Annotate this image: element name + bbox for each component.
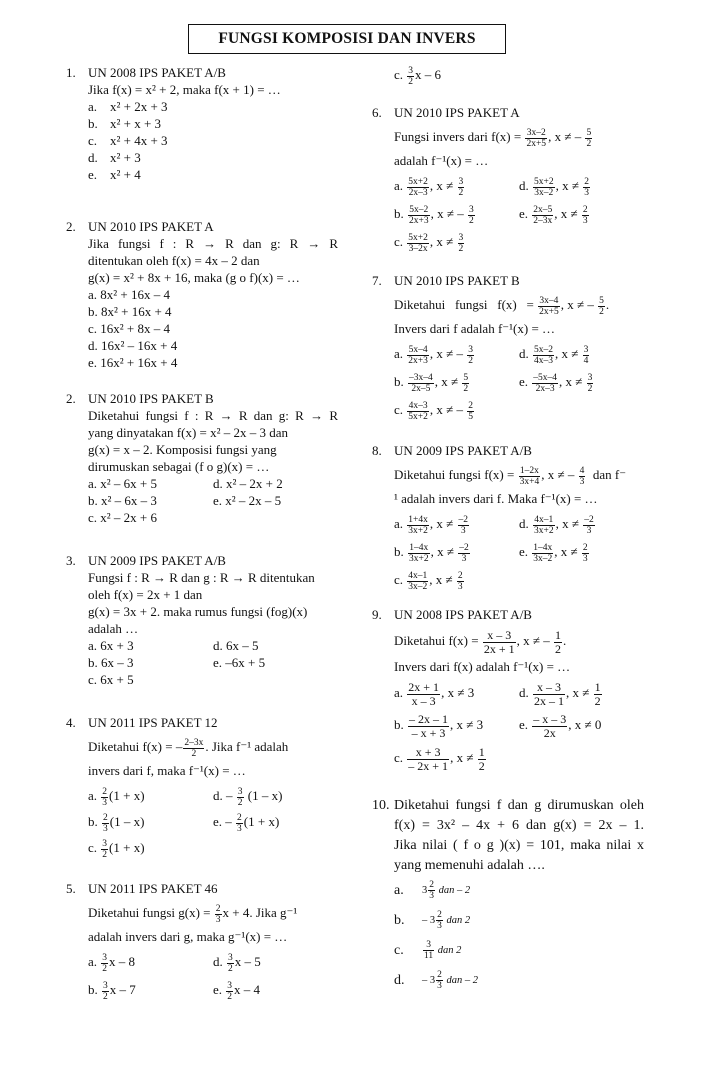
option-c[interactable]: c. $\frac{3}{11}$ dan 2 bbox=[394, 940, 462, 962]
option-c[interactable]: c. x² + 4x + 3 bbox=[88, 133, 168, 148]
option-a[interactable]: a. $\frac{2x + 1}{x - 3}$ , x ≠ 3 bbox=[394, 679, 475, 708]
option-a[interactable]: a. $\frac{5x-4}{2x+3}$ , x ≠ – $\frac{3}{2}$ bbox=[394, 344, 474, 366]
option-b[interactable]: b. $\frac{1-4x}{3x+2}$ , x ≠ $\frac{-2}{3}$ bbox=[394, 542, 469, 564]
option-b[interactable]: b. $\frac{- 2x - 1}{- x + 3}$ , x ≠ 3 bbox=[394, 711, 484, 740]
option-b[interactable]: b. $\frac{5x-2}{2x+3}$ , x ≠ – $\frac{3}{2}$ bbox=[394, 204, 474, 226]
option-d[interactable]: d. 6x – 5 bbox=[213, 638, 259, 653]
question-stem: Fungsi invers dari f(x) = $\frac{3x-2}{2x+5}$ , x ≠ – $\frac{5}{2}$ bbox=[394, 127, 592, 149]
option-c[interactable]: c. $\frac{5x+2}{3-2x}$ , x ≠ $\frac{3}{2}$ bbox=[394, 232, 464, 254]
option-d[interactable]: d. $\frac{5x-2}{4x-3}$ , x ≠ $\frac{3}{4}$ bbox=[519, 344, 589, 366]
question-source: UN 2008 IPS PAKET A/B bbox=[394, 607, 532, 622]
question-stem: Diketahui fungsi g(x) = $\frac{2}{3}$ x + 4. Jika g⁻¹ bbox=[88, 903, 298, 925]
option-c[interactable]: c. $\frac{x + 3}{- 2x + 1}$ , x ≠ $\frac{1}{2}$ bbox=[394, 744, 485, 773]
option-b[interactable]: b. x² + x + 3 bbox=[88, 116, 162, 131]
question-source: UN 2008 IPS PAKET A/B bbox=[88, 65, 226, 80]
option-c-continued[interactable]: c. $\frac{3}{2}$ x – 6 bbox=[394, 65, 442, 87]
question-2: 2. UN 2010 IPS PAKET A Jika fungsi f : R → R dan g: R → R ditentukan oleh f(x) = 4x – 2 dan g(x) = x² + 8x + 16, maka (g o f)(x) = … a. 8x² + 16x – 4 b. 8x² + 16x + 4 c. 16x² + 8x – 4 d. 16x² – 16x + 4 e. 16x² + 16x + 4 bbox=[66, 219, 338, 370]
option-a[interactable]: a. 3 $\frac{2}{3}$ dan – 2 bbox=[394, 880, 471, 902]
option-e[interactable]: e. $\frac{3}{2}$ x – 4 bbox=[213, 980, 261, 1002]
option-d[interactable]: d. $\frac{4x-1}{3x+2}$ , x ≠ $\frac{-2}{3}$ bbox=[519, 514, 594, 536]
question-stem: Jika f(x) = x² + 2, maka f(x + 1) = … bbox=[88, 82, 281, 97]
option-a[interactable]: a. x² + 2x + 3 bbox=[88, 99, 168, 114]
question-stem: Diketahui fungsi f(x) = $\frac{3x-4}{2x+5}$ , x ≠ – $\frac{5}{2}$ . bbox=[394, 295, 610, 317]
option-c[interactable]: c. $\frac{4x-1}{3x-2}$ , x ≠ $\frac{2}{3}$ bbox=[394, 570, 463, 592]
question-stem: Diketahui f(x) = $\frac{x - 3}{2x + 1}$ , x ≠ – $\frac{1}{2}$ . bbox=[394, 627, 567, 656]
question-9: 8. UN 2009 IPS PAKET A/B Diketahui fungsi f(x) = $\frac{1-2x}{3x+4}$ , x ≠ – $\frac{4}{3}$ dan f⁻ ¹ adalah invers dari f. Maka f⁻¹(x) = … a. $\frac{1+4x}{3x+2}$ , x ≠ $\frac{-2}{3}$ d. $\frac{4x-1}{3x+2}$ , x ≠ $\frac{-2}{3}$ b. $\frac{1-4x}{3x+2}$ , x ≠ $\frac{-2}{3}$ e. $\frac{1-4x}{3x-2}$ , x ≠ $\frac{2}{3}$ c. $\frac{4x-1}{3x-2}$ , x ≠ $\frac{2}{3}$ bbox=[372, 442, 644, 606]
option-a[interactable]: a. 6x + 3 bbox=[88, 638, 134, 653]
question-source: UN 2010 IPS PAKET B bbox=[394, 273, 520, 288]
option-e[interactable]: e. – $\frac{2}{3}$ (1 + x) bbox=[213, 812, 280, 834]
question-1 bbox=[66, 64, 338, 218]
option-c[interactable]: c. x² – 2x + 6 bbox=[88, 510, 157, 525]
question-number: 1. bbox=[66, 65, 76, 80]
option-b[interactable]: b. $\frac{2}{3}$ (1 – x) bbox=[88, 812, 145, 834]
question-8: 7. UN 2010 IPS PAKET B Diketahui fungsi f(x) = $\frac{3x-4}{2x+5}$ , x ≠ – $\frac{5}{2}$ . Invers dari f adalah f⁻¹(x) = … a. $\frac{5x-4}{2x+3}$ , x ≠ – $\frac{3}{2}$ d. $\frac{5x-2}{4x-3}$ , x ≠ $\frac{3}{4}$ b. $\frac{-3x-4}{2x-5}$ , x ≠ $\frac{5}{2}$ e. $\frac{-5x-4}{2x-3}$ , x ≠ $\frac{3}{2}$ c. $\frac{4x-3}{5x+2}$ , x ≠ – $\frac{2}{5}$ bbox=[372, 272, 644, 442]
page-title: FUNGSI KOMPOSISI DAN INVERS bbox=[188, 24, 506, 54]
question-source: UN 2011 IPS PAKET 12 bbox=[88, 715, 218, 730]
option-d[interactable]: d. $\frac{x - 3}{2x - 1}$ , x ≠ $\frac{1}{2}$ bbox=[519, 679, 601, 708]
option-e[interactable]: e. x² – 2x – 5 bbox=[213, 493, 282, 508]
question-source: UN 2011 IPS PAKET 46 bbox=[88, 881, 218, 896]
question-7: 6. UN 2010 IPS PAKET A Fungsi invers dari f(x) = $\frac{3x-2}{2x+5}$ , x ≠ – $\frac{5}{2}$ adalah f⁻¹(x) = … a. $\frac{5x+2}{2x-3}$ , x ≠ $\frac{3}{2}$ d. $\frac{5x+2}{3x-2}$ , x ≠ $\frac{2}{3}$ b. $\frac{5x-2}{2x+3}$ , x ≠ – $\frac{3}{2}$ e. $\frac{2x-5}{2-3x}$ , x ≠ $\frac{2}{3}$ c. $\frac{5x+2}{3-2x}$ , x ≠ $\frac{3}{2}$ bbox=[372, 104, 644, 272]
option-a[interactable]: a. x² – 6x + 5 bbox=[88, 476, 157, 491]
option-a[interactable]: a. $\frac{2}{3}$ (1 + x) bbox=[88, 786, 145, 808]
question-10: 9. UN 2008 IPS PAKET A/B Diketahui f(x) = $\frac{x - 3}{2x + 1}$ , x ≠ – $\frac{1}{2}$ . Invers dari f(x) adalah f⁻¹(x) = … a. $\frac{2x + 1}{x - 3}$ , x ≠ 3 d. $\frac{x - 3}{2x - 1}$ , x ≠ $\frac{1}{2}$ b. $\frac{- 2x - 1}{- x + 3}$ , x ≠ 3 e. $\frac{- x - 3}{2x}$ , x ≠ 0 c. $\frac{x + 3}{- 2x + 1}$ , x ≠ $\frac{1}{2}$ bbox=[372, 606, 644, 796]
option-b[interactable]: b. x² – 6x – 3 bbox=[88, 493, 157, 508]
option-a[interactable]: a. $\frac{1+4x}{3x+2}$ , x ≠ $\frac{-2}{3}$ bbox=[394, 514, 469, 536]
option-b[interactable]: b. $\frac{-3x-4}{2x-5}$ , x ≠ $\frac{5}{2}$ bbox=[394, 372, 469, 394]
option-c[interactable]: c. 16x² + 8x – 4 bbox=[88, 321, 170, 336]
question-stem: Diketahui f(x) = – $\frac{2-3x}{2}$ . Jika f⁻¹ adalah bbox=[88, 737, 289, 759]
right-column bbox=[372, 64, 644, 996]
option-e[interactable]: e. x² + 4 bbox=[88, 167, 141, 182]
option-d[interactable]: d. 16x² – 16x + 4 bbox=[88, 338, 178, 353]
option-b[interactable]: b. 6x – 3 bbox=[88, 655, 134, 670]
option-b[interactable]: b. 8x² + 16x + 4 bbox=[88, 304, 172, 319]
option-d[interactable]: d. – 3 $\frac{2}{3}$ dan – 2 bbox=[394, 970, 478, 992]
question-source: UN 2009 IPS PAKET A/B bbox=[88, 553, 226, 568]
option-b[interactable]: b. $\frac{3}{2}$ x – 7 bbox=[88, 980, 136, 1002]
question-source: UN 2009 IPS PAKET A/B bbox=[394, 443, 532, 458]
question-source: UN 2010 IPS PAKET A bbox=[88, 219, 214, 234]
option-a[interactable]: a. $\frac{5x+2}{2x-3}$ , x ≠ $\frac{3}{2}$ bbox=[394, 176, 464, 198]
option-a[interactable]: a. $\frac{3}{2}$ x – 8 bbox=[88, 952, 136, 974]
question-source: UN 2010 IPS PAKET A bbox=[394, 105, 520, 120]
option-d[interactable]: d. x² – 2x + 2 bbox=[213, 476, 283, 491]
option-e[interactable]: e. $\frac{1-4x}{3x-2}$ , x ≠ $\frac{2}{3}$ bbox=[519, 542, 588, 564]
question-6: 5. UN 2011 IPS PAKET 46 Diketahui fungsi g(x) = $\frac{2}{3}$ x + 4. Jika g⁻¹ adalah invers dari g, maka g⁻¹(x) = … a. $\frac{3}{2}$ x – 8 d. $\frac{3}{2}$ x – 5 b. $\frac{3}{2}$ x – 7 e. $\frac{3}{2}$ x – 4 bbox=[66, 880, 338, 1005]
option-d[interactable]: d. $\frac{3}{2}$ x – 5 bbox=[213, 952, 261, 974]
option-d[interactable]: d. $\frac{5x+2}{3x-2}$ , x ≠ $\frac{2}{3}$ bbox=[519, 176, 589, 198]
option-e[interactable]: e. 16x² + 16x + 4 bbox=[88, 355, 178, 370]
left-column bbox=[66, 64, 338, 1005]
question-4: 3. UN 2009 IPS PAKET A/B Fungsi f : R → R dan g : R → R ditentukan oleh f(x) = 2x + 1 dan g(x) = 3x + 2. maka rumus fungsi (fog)(x) adalah … a. 6x + 3 d. 6x – 5 b. 6x – 3 e. –6x + 5 c. 6x + 5 bbox=[66, 552, 338, 714]
option-c[interactable]: c. 6x + 5 bbox=[88, 672, 134, 687]
option-b[interactable]: b. – 3 $\frac{2}{3}$ dan 2 bbox=[394, 910, 471, 932]
question-11: 10. Diketahui fungsi f dan g dirumuskan oleh f(x) = 3x² – 4x + 6 dan g(x) = 2x – 1. Jika nilai ( f o g )(x) = 101, maka nilai x yang memenuhi adalah …. a. 3 $\frac{2}{3}$ dan – 2 b. – 3 $\frac{2}{3}$ dan 2 c. $\frac{3}{11}$ dan 2 d. – 3 $\frac{2}{3}$ dan – 2 bbox=[372, 796, 644, 996]
option-c[interactable]: c. $\frac{4x-3}{5x+2}$ , x ≠ – $\frac{2}{5}$ bbox=[394, 400, 474, 422]
option-e[interactable]: e. $\frac{- x - 3}{2x}$ , x ≠ 0 bbox=[519, 711, 602, 740]
option-c[interactable]: c. $\frac{3}{2}$ (1 + x) bbox=[88, 838, 145, 860]
option-d[interactable]: d. – $\frac{3}{2}$ (1 – x) bbox=[213, 786, 283, 808]
question-stem: Diketahui fungsi f(x) = $\frac{1-2x}{3x+4}$ , x ≠ – $\frac{4}{3}$ dan f⁻ bbox=[394, 465, 627, 487]
question-source: UN 2010 IPS PAKET B bbox=[88, 391, 214, 406]
option-a[interactable]: a. 8x² + 16x – 4 bbox=[88, 287, 170, 302]
option-e[interactable]: e. $\frac{2x-5}{2-3x}$ , x ≠ $\frac{2}{3}$ bbox=[519, 204, 588, 226]
option-e[interactable]: e. –6x + 5 bbox=[213, 655, 266, 670]
question-3: 2. UN 2010 IPS PAKET B Diketahui fungsi f : R → R dan g: R → R yang dinyatakan f(x) = x² – 2x – 3 dan g(x) = x – 2. Komposisi fungsi yang dirumuskan sebagai (f o g)(x) = … a. x² – 6x + 5 d. x² – 2x + 2 b. x² – 6x – 3 e. x² – 2x – 5 c. x² – 2x + 6 bbox=[66, 391, 338, 525]
option-d[interactable]: d. x² + 3 bbox=[88, 150, 141, 165]
question-5: 4. UN 2011 IPS PAKET 12 Diketahui f(x) = – $\frac{2-3x}{2}$ . Jika f⁻¹ adalah invers dari f, maka f⁻¹(x) = … a. $\frac{2}{3}$ (1 + x) d. – $\frac{3}{2}$ (1 – x) b. $\frac{2}{3}$ (1 – x) e. – $\frac{2}{3}$ (1 + x) c. $\frac{3}{2}$ (1 + x) bbox=[66, 714, 338, 880]
option-e[interactable]: e. $\frac{-5x-4}{2x-3}$ , x ≠ $\frac{3}{2}$ bbox=[519, 372, 593, 394]
